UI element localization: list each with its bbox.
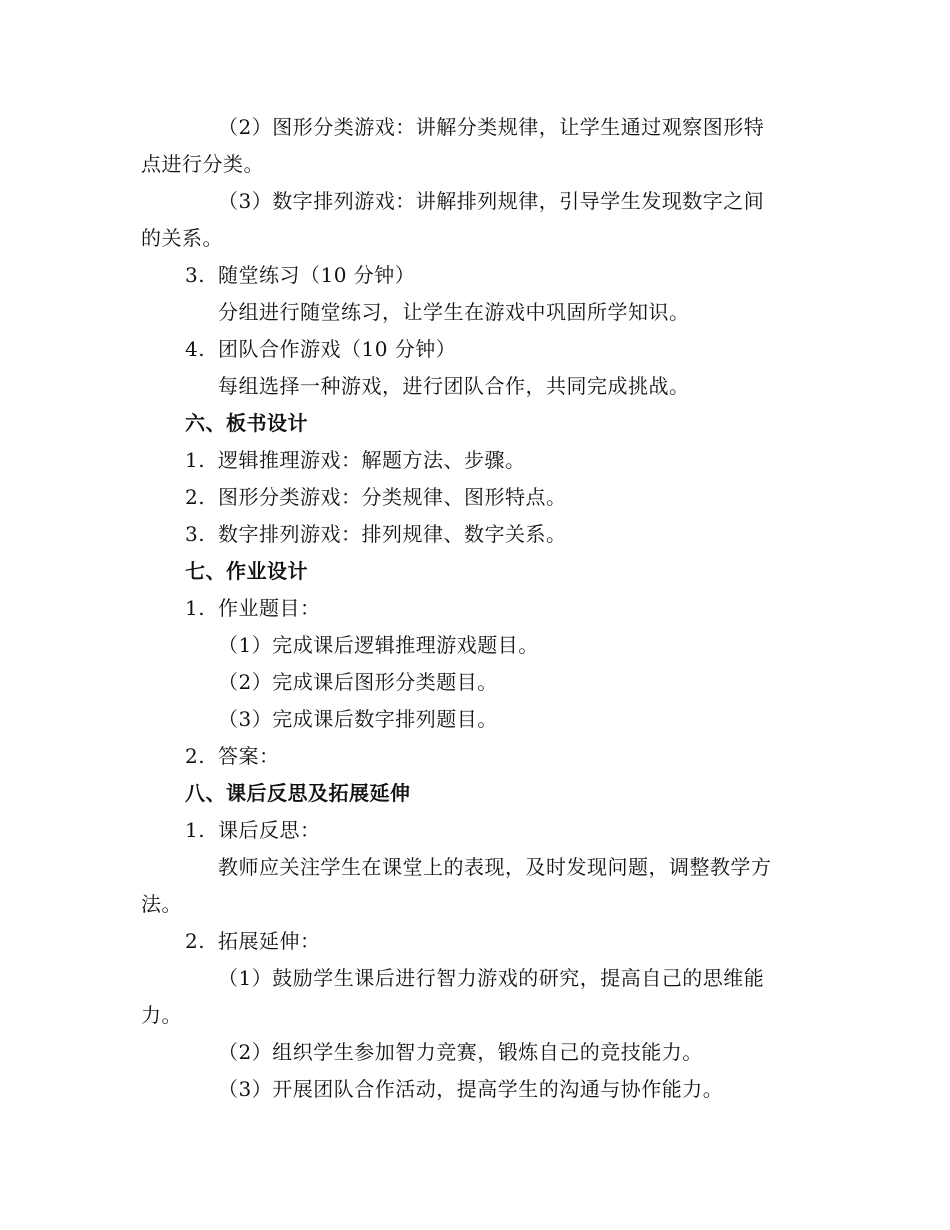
list-item: [185, 262, 415, 288]
list-item: [185, 817, 321, 843]
paragraph-line: 每组选择一种游戏，进行团队合作，共同完成挑战。: [218, 374, 690, 398]
list-text: 答案：: [218, 744, 280, 768]
sub-list-item: （3）开展团队合作活动，提高学生的沟通与协作能力。: [218, 1077, 724, 1101]
list-text: 拓展延伸：: [218, 929, 321, 953]
list-item: [185, 743, 280, 769]
list-item: [185, 928, 321, 954]
list-text: 图形分类游戏：分类规律、图形特点。: [218, 485, 567, 509]
paragraph-line: （3）数字排列游戏：讲解排列规律，引导学生发现数字之间: [218, 189, 765, 213]
paragraph-line: （1）鼓励学生课后进行智力游戏的研究，提高自己的思维能: [218, 966, 765, 990]
paragraph-line: 点进行分类。: [141, 152, 264, 176]
list-number: 2.: [185, 485, 206, 509]
list-text: 逻辑推理游戏：解题方法、步骤。: [218, 448, 526, 472]
list-text: 随堂练习（10 分钟）: [218, 263, 416, 287]
section-heading: 八、课后反思及拓展延伸: [185, 781, 411, 805]
sub-list-item: （2）组织学生参加智力竞赛，锻炼自己的竞技能力。: [218, 1040, 703, 1064]
list-item: [185, 336, 456, 362]
sub-list-item: （1）完成课后逻辑推理游戏题目。: [218, 633, 539, 657]
section-heading: 七、作业设计: [185, 559, 308, 583]
paragraph-line: 法。: [141, 892, 182, 916]
list-number: 1.: [185, 596, 206, 620]
paragraph-line: 的关系。: [141, 226, 223, 250]
paragraph-line: 力。: [141, 1003, 182, 1027]
list-item: [185, 595, 321, 621]
list-number: 3.: [185, 522, 206, 546]
sub-list-item: （2）完成课后图形分类题目。: [218, 670, 498, 694]
list-number: 2.: [185, 744, 206, 768]
list-number: 1.: [185, 818, 206, 842]
list-text: 课后反思：: [218, 818, 321, 842]
list-item: [185, 484, 567, 510]
list-item: [185, 447, 526, 473]
list-number: 4.: [185, 337, 206, 361]
paragraph-line: （2）图形分类游戏：讲解分类规律，让学生通过观察图形特: [218, 115, 765, 139]
list-text: 数字排列游戏：排列规律、数字关系。: [218, 522, 567, 546]
list-number: 2.: [185, 929, 206, 953]
paragraph-line: 教师应关注学生在课堂上的表现，及时发现问题，调整教学方: [218, 855, 772, 879]
section-heading: 六、板书设计: [185, 411, 308, 435]
paragraph-line: 分组进行随堂练习，让学生在游戏中巩固所学知识。: [218, 300, 690, 324]
list-number: 3.: [185, 263, 206, 287]
list-number: 1.: [185, 448, 206, 472]
list-text: 团队合作游戏（10 分钟）: [218, 337, 457, 361]
list-text: 作业题目：: [218, 596, 321, 620]
sub-list-item: （3）完成课后数字排列题目。: [218, 707, 498, 731]
list-item: [185, 521, 567, 547]
